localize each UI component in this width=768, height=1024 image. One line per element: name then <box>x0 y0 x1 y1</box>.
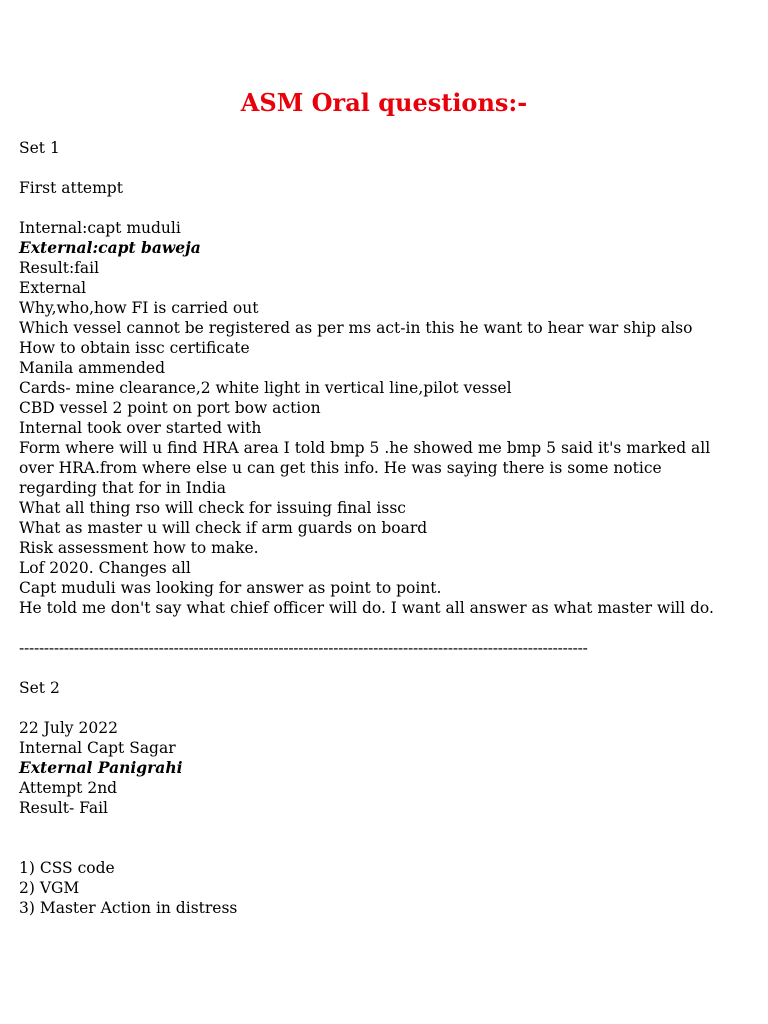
set2-question: 3) Master Action in distress <box>19 899 238 917</box>
set1-external-question: Why,who,how FI is carried out <box>19 299 259 317</box>
set1-heading: Set 1 <box>19 139 60 157</box>
set1-internal-label: Internal took over started with <box>19 419 262 437</box>
set1-external-examiner: External:capt baweja <box>19 238 201 257</box>
set1-internal-question: Form where will u find HRA area I told bmp 5 .he showed me bmp 5 said it's marked all over HRA.from where else u can get this info. He was saying there is some notice regarding that for in India <box>19 439 711 497</box>
set1-result: Result:fail <box>19 259 100 277</box>
set1-internal-question: What as master u will check if arm guards on board <box>19 519 428 537</box>
document-body <box>19 138 744 918</box>
set2-external-examiner: External Panigrahi <box>19 758 183 777</box>
set1-external-question: How to obtain issc certificate <box>19 339 250 357</box>
set1-external-label: External <box>19 279 87 297</box>
set1-attempt: First attempt <box>19 179 123 197</box>
set1-internal-examiner: Internal:capt muduli <box>19 219 181 237</box>
section-separator: ------------------------------------------------------------------------------------------------------------------ <box>19 639 588 657</box>
set1-external-question: CBD vessel 2 point on port bow action <box>19 399 321 417</box>
set2-internal-examiner: Internal Capt Sagar <box>19 739 176 757</box>
set2-question: 2) VGM <box>19 879 80 897</box>
set1-internal-question: Lof 2020. Changes all <box>19 559 191 577</box>
document-title: ASM Oral questions:- <box>240 88 528 117</box>
set1-internal-question: What all thing rso will check for issuing final issc <box>19 499 406 517</box>
set2-date: 22 July 2022 <box>19 719 118 737</box>
set1-external-question: Manila ammended <box>19 359 165 377</box>
set1-internal-question: He told me don't say what chief officer will do. I want all answer as what master will do. <box>19 599 714 617</box>
set2-attempt: Attempt 2nd <box>19 779 118 797</box>
set1-internal-question: Capt muduli was looking for answer as point to point. <box>19 579 442 597</box>
set1-external-question: Which vessel cannot be registered as per ms act-in this he want to hear war ship also <box>19 319 693 337</box>
set1-internal-question: Risk assessment how to make. <box>19 539 259 557</box>
set2-question: 1) CSS code <box>19 859 115 877</box>
set2-heading: Set 2 <box>19 679 60 697</box>
set1-external-question: Cards- mine clearance,2 white light in vertical line,pilot vessel <box>19 379 512 397</box>
set2-result: Result- Fail <box>19 799 108 817</box>
